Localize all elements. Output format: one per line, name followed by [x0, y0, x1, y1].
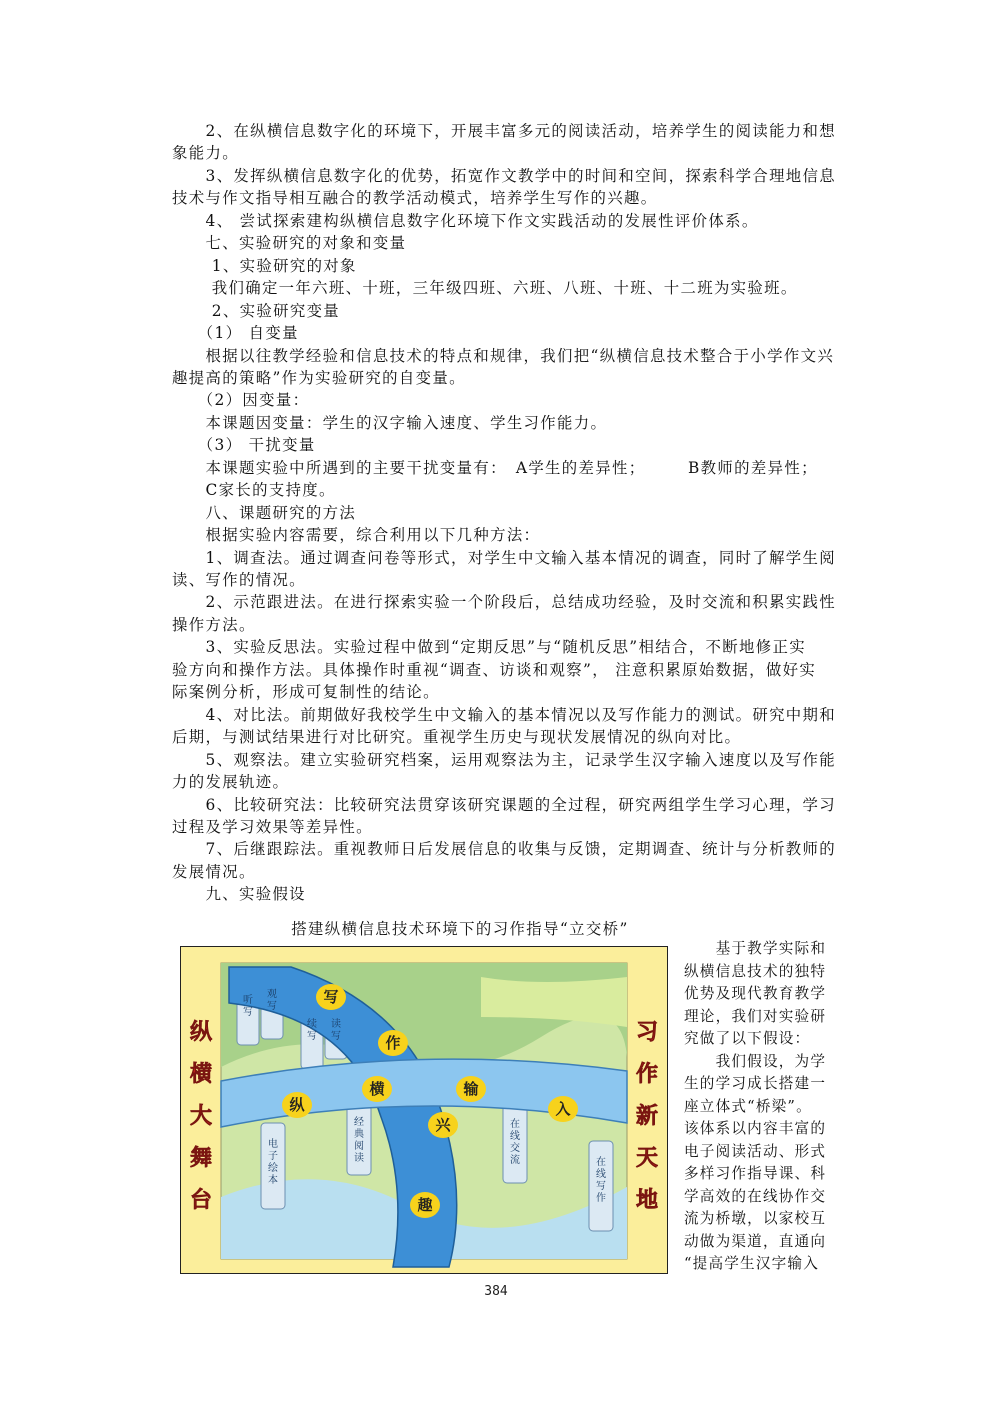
text-line: （2）因变量： — [172, 391, 310, 410]
side-text-line: 生的学习成长搭建一 — [684, 1075, 827, 1092]
text-line: 3、发挥纵横信息数字化的优势，拓宽作文教学中的时间和空间，探索科学合理地信息 — [172, 166, 837, 185]
left-banner-char-2: 横 — [189, 1062, 213, 1087]
left-banner-char-5: 台 — [189, 1188, 213, 1213]
side-text-line: 学高效的在线协作交 — [684, 1187, 827, 1205]
pillar-label-7: 在 — [510, 1119, 520, 1130]
pillar-label-2: 观 — [267, 989, 277, 1000]
text-line: 趣提高的策略”作为实验研究的自变量。 — [172, 368, 466, 387]
text-line: 根据实验内容需要，综合利用以下几种方法： — [172, 526, 541, 545]
badge-heng-text: 横 — [369, 1080, 385, 1098]
text-line: 5、观察法。建立实验研究档案，运用观察法为主，记录学生汉字输入速度以及写作能 — [172, 750, 837, 769]
text-line: 读、写作的情况。 — [172, 571, 306, 589]
text-line: 验方向和操作方法。具体操作时重视“调查、访谈和观察”， 注意积累原始数据，做好实 — [172, 660, 817, 679]
pillar-label-4: 读 — [331, 1019, 341, 1030]
figure-caption: 搭建纵横信息技术环境下的习作指导“立交桥” — [291, 920, 629, 938]
pillar-label-5: 经 — [354, 1117, 364, 1128]
overpass-diagram — [180, 946, 668, 1274]
text-line: 1、实验研究的对象 — [172, 256, 357, 275]
right-banner-char-3: 新 — [635, 1104, 659, 1129]
pillar-label-8d: 作 — [596, 1193, 606, 1204]
pillar-label-6d: 本 — [268, 1175, 278, 1186]
pillar-label-1: 听 — [243, 995, 253, 1006]
pillar-label-5d: 读 — [354, 1153, 364, 1164]
text-line: 发展情况。 — [172, 862, 256, 881]
side-text-line: 优势及现代教育教学 — [684, 985, 827, 1002]
badge-shu-text: 输 — [463, 1080, 479, 1098]
badge-qu-text: 趣 — [417, 1196, 433, 1214]
right-banner — [636, 1020, 658, 1213]
text-line: 本课题实验中所遇到的主要干扰变量有： A学生的差异性； B教师的差异性； — [172, 458, 818, 477]
text-line: 1、调查法。通过调查问卷等形式，对学生中文输入基本情况的调查，同时了解学生阅 — [172, 548, 837, 567]
text-line: （3） 干扰变量 — [172, 436, 316, 455]
side-text-line: 究做了以下假设： — [684, 1030, 811, 1047]
side-text-line: 理论，我们对实验研 — [684, 1007, 827, 1025]
pillar-label-8c: 写 — [596, 1181, 606, 1192]
pillar-label-5c: 阅 — [354, 1141, 364, 1152]
text-line: 七、实验研究的对象和变量 — [172, 234, 407, 253]
text-line: 4、对比法。前期做好我校学生中文输入的基本情况以及写作能力的测试。研究中期和 — [172, 705, 837, 724]
page-number: 384 — [484, 1284, 508, 1299]
right-banner-char-4: 天 — [635, 1146, 659, 1171]
badge-zong-text: 纵 — [289, 1096, 305, 1114]
badge-zuo-text: 作 — [385, 1034, 401, 1052]
side-text-line: 流为桥墩，以家校互 — [684, 1210, 827, 1227]
side-text-line: 电子阅读活动、形式 — [684, 1142, 827, 1160]
side-text-line: 多样习作指导课、科 — [684, 1165, 827, 1182]
right-banner-char-5: 地 — [635, 1188, 659, 1213]
text-line: C家长的支持度。 — [172, 481, 336, 500]
pillar-label-8b: 线 — [596, 1169, 606, 1180]
badge-ru-text: 入 — [555, 1100, 571, 1118]
pillar-label-8: 在 — [596, 1157, 606, 1168]
text-line: 4、 尝试探索建构纵横信息数字化环境下作文实践活动的发展性评价体系。 — [172, 211, 759, 230]
text-line: 我们确定一年六班、十班，三年级四班、六班、八班、十班、十二班为实验班。 — [172, 279, 798, 298]
left-banner-char-4: 舞 — [189, 1146, 213, 1171]
left-banner-char-1: 纵 — [189, 1020, 213, 1045]
side-text-line: 动做为渠道，直通向 — [684, 1232, 827, 1250]
text-line: 3、实验反思法。实验过程中做到“定期反思”与“随机反思”相结合，不断地修正实 — [172, 638, 806, 657]
text-line: （1） 自变量 — [172, 324, 299, 343]
text-line: 过程及学习效果等差异性。 — [172, 817, 373, 836]
text-line: 根据以往教学经验和信息技术的特点和规律，我们把“纵横信息技术整合于小学作文兴 — [172, 346, 835, 365]
text-line: 象能力。 — [172, 144, 239, 163]
pillar-label-3: 续 — [307, 1019, 317, 1030]
side-text-line: 我们假设，为学 — [684, 1052, 827, 1070]
text-line: 后期，与测试结果进行对比研究。重视学生历史与现状发展情况的纵向对比。 — [172, 728, 742, 747]
text-line: 7、后继跟踪法。重视教师日后发展信息的收集与反馈，定期调查、统计与分析教师的 — [172, 840, 837, 859]
pillar-label-7c: 交 — [510, 1143, 520, 1154]
pillar-label-2b: 写 — [267, 1001, 277, 1012]
text-line: 2、在纵横信息数字化的环境下，开展丰富多元的阅读活动，培养学生的阅读能力和想 — [172, 122, 837, 140]
text-line: 2、示范跟进法。在进行探索实验一个阶段后，总结成功经验，及时交流和积累实践性 — [172, 593, 837, 612]
pillar-label-6b: 子 — [268, 1151, 278, 1162]
overpass-illustration — [181, 947, 667, 1273]
pillar-label-7d: 流 — [510, 1155, 520, 1166]
pillar-label-4b: 写 — [331, 1031, 341, 1042]
badge-xing-text: 兴 — [435, 1116, 451, 1134]
pillar-label-6c: 绘 — [268, 1163, 278, 1174]
left-banner-char-3: 大 — [189, 1104, 213, 1129]
pillar-label-3b: 写 — [307, 1031, 317, 1042]
side-text-line: 基于教学实际和 — [684, 940, 827, 957]
text-line: 技术与作文指导相互融合的教学活动模式，培养学生写作的兴趣。 — [172, 189, 658, 208]
text-line: 八、课题研究的方法 — [172, 503, 357, 522]
text-line: 本课题因变量：学生的汉字输入速度、学生习作能力。 — [172, 413, 608, 432]
text-line: 际案例分析，形成可复制性的结论。 — [172, 683, 440, 702]
badge-xie-text: 写 — [323, 988, 339, 1006]
left-banner — [189, 1019, 213, 1213]
pillar-label-7b: 线 — [510, 1131, 520, 1142]
side-text-line: 该体系以内容丰富的 — [684, 1120, 827, 1137]
text-line: 操作方法。 — [172, 615, 256, 634]
pillar-5 — [347, 1105, 371, 1175]
right-banner-char-1: 习 — [635, 1020, 659, 1045]
pillar-label-1b: 写 — [243, 1007, 253, 1018]
text-line: 力的发展轨迹。 — [172, 773, 290, 792]
side-text-line: 纵横信息技术的独特 — [684, 962, 827, 980]
right-banner-char-2: 作 — [635, 1062, 659, 1087]
text-line: 九、实验假设 — [172, 885, 306, 904]
text-line: 6、比较研究法：比较研究法贯穿该研究课题的全过程，研究两组学生学习心理，学习 — [172, 795, 837, 814]
pillar-label-6: 电 — [268, 1139, 278, 1150]
text-line: 2、实验研究变量 — [172, 301, 341, 320]
side-text-line: 座立体式“桥梁”。 — [684, 1097, 812, 1115]
pillar-label-5b: 典 — [354, 1129, 364, 1140]
side-text-line: “提高学生汉字输入 — [684, 1255, 820, 1272]
